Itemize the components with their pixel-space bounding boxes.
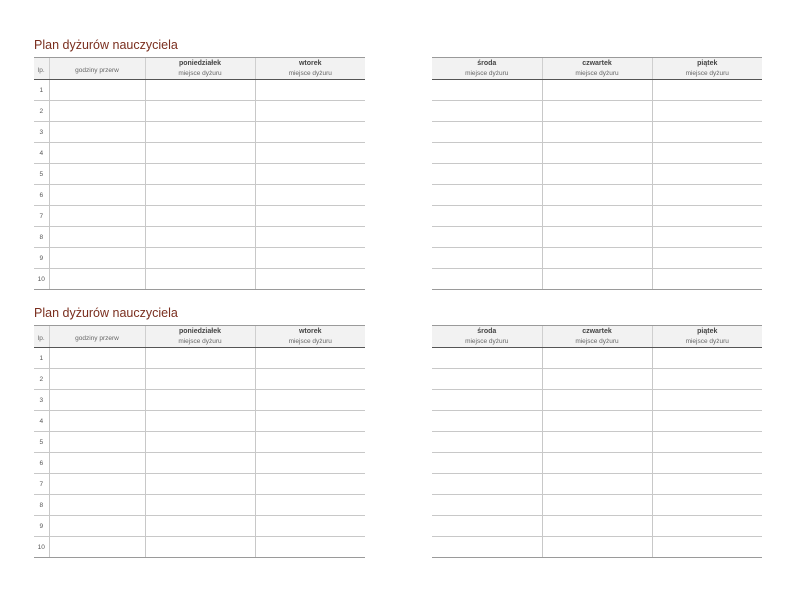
duty-cell-monday[interactable] [145,122,255,143]
duty-cell-wednesday[interactable] [432,227,542,248]
duty-cell-tuesday[interactable] [255,227,365,248]
duty-cell-thursday[interactable] [542,164,652,185]
row-number: 9 [34,516,49,537]
table-row [34,474,365,495]
hours-cell[interactable] [49,348,145,369]
header-row [432,58,762,80]
duty-cell-friday[interactable] [652,453,762,474]
duty-cell-friday[interactable] [652,348,762,369]
table-row [34,248,365,269]
hours-cell[interactable] [49,185,145,206]
hours-header: godziny przerw [49,58,145,80]
duty-cell-thursday[interactable] [542,348,652,369]
hours-cell[interactable] [49,432,145,453]
row-number: 3 [34,390,49,411]
hours-cell[interactable] [49,269,145,290]
duty-cell-thursday[interactable] [542,516,652,537]
duty-cell-wednesday[interactable] [432,101,542,122]
duty-cell-wednesday[interactable] [432,411,542,432]
header-row [34,58,365,80]
row-number: 4 [34,411,49,432]
duty-cell-tuesday[interactable] [255,390,365,411]
duty-cell-wednesday[interactable] [432,390,542,411]
duty-cell-wednesday[interactable] [432,143,542,164]
row-number: 3 [34,122,49,143]
duty-cell-thursday[interactable] [542,101,652,122]
duty-cell-thursday[interactable] [542,206,652,227]
hours-header: godziny przerw [49,326,145,348]
row-number: 6 [34,185,49,206]
duty-cell-tuesday[interactable] [255,206,365,227]
table-row [432,101,762,122]
table-row [432,495,762,516]
duty-cell-wednesday[interactable] [432,537,542,558]
page-title: Plan dyżurów nauczyciela [34,306,178,320]
row-number: 1 [34,80,49,101]
lp-header: lp. [34,326,49,348]
table-row [432,369,762,390]
duty-cell-friday[interactable] [652,369,762,390]
hours-cell[interactable] [49,206,145,227]
duty-cell-friday[interactable] [652,227,762,248]
day-header-thursday: czwartek miejsce dyżuru [542,58,652,80]
duty-cell-thursday[interactable] [542,227,652,248]
duty-cell-friday[interactable] [652,164,762,185]
duty-cell-wednesday[interactable] [432,432,542,453]
lp-header: lp. [34,58,49,80]
table-row [34,453,365,474]
duty-cell-thursday[interactable] [542,122,652,143]
row-number: 4 [34,143,49,164]
table-row [432,248,762,269]
table-row [432,432,762,453]
duty-cell-thursday[interactable] [542,248,652,269]
duty-cell-monday[interactable] [145,227,255,248]
duty-cell-tuesday[interactable] [255,369,365,390]
duty-cell-wednesday[interactable] [432,164,542,185]
duty-cell-thursday[interactable] [542,185,652,206]
table-row [432,227,762,248]
duty-cell-monday[interactable] [145,143,255,164]
duty-cell-monday[interactable] [145,432,255,453]
duty-cell-wednesday[interactable] [432,185,542,206]
duty-cell-friday[interactable] [652,474,762,495]
table-row [432,185,762,206]
duty-cell-tuesday[interactable] [255,453,365,474]
day-header-wednesday: środa miejsce dyżuru [432,58,542,80]
hours-cell[interactable] [49,369,145,390]
duty-cell-wednesday[interactable] [432,269,542,290]
table-row [34,369,365,390]
row-number: 8 [34,495,49,516]
duty-cell-tuesday[interactable] [255,495,365,516]
duty-cell-friday[interactable] [652,537,762,558]
hours-cell[interactable] [49,227,145,248]
row-number: 7 [34,206,49,227]
duty-cell-thursday[interactable] [542,495,652,516]
duty-cell-tuesday[interactable] [255,269,365,290]
table-row [432,206,762,227]
table-row [34,348,365,369]
duty-cell-tuesday[interactable] [255,474,365,495]
duty-cell-friday[interactable] [652,206,762,227]
table-row [34,516,365,537]
duty-cell-monday[interactable] [145,269,255,290]
hours-cell[interactable] [49,411,145,432]
table-row [432,122,762,143]
duty-cell-friday[interactable] [652,122,762,143]
day-header-monday: poniedziałek miejsce dyżuru [145,58,255,80]
duty-cell-friday[interactable] [652,248,762,269]
table-row [34,206,365,227]
table-row [432,390,762,411]
table-row [432,474,762,495]
left-duty-table [34,325,365,558]
duty-cell-monday[interactable] [145,164,255,185]
duty-cell-thursday[interactable] [542,269,652,290]
duty-cell-monday[interactable] [145,453,255,474]
table-row [432,269,762,290]
duty-cell-thursday[interactable] [542,143,652,164]
table-row [432,537,762,558]
duty-cell-wednesday[interactable] [432,206,542,227]
hours-cell[interactable] [49,143,145,164]
right-duty-table [432,57,762,290]
table-row [34,390,365,411]
hours-cell[interactable] [49,495,145,516]
duty-cell-tuesday[interactable] [255,80,365,101]
day-header-monday: poniedziałek miejsce dyżuru [145,326,255,348]
duty-cell-tuesday[interactable] [255,185,365,206]
left-duty-table [34,57,365,290]
table-row [34,432,365,453]
duty-cell-tuesday[interactable] [255,248,365,269]
table-row [432,453,762,474]
day-header-tuesday: wtorek miejsce dyżuru [255,326,365,348]
table-row [432,80,762,101]
duty-cell-monday[interactable] [145,101,255,122]
duty-cell-friday[interactable] [652,80,762,101]
duty-cell-thursday[interactable] [542,80,652,101]
duty-cell-thursday[interactable] [542,369,652,390]
table-row [34,122,365,143]
duty-cell-monday[interactable] [145,537,255,558]
duty-cell-tuesday[interactable] [255,432,365,453]
duty-cell-friday[interactable] [652,432,762,453]
table-row [34,537,365,558]
duty-cell-friday[interactable] [652,390,762,411]
duty-cell-wednesday[interactable] [432,516,542,537]
table-row [432,164,762,185]
duty-cell-tuesday[interactable] [255,516,365,537]
page-title: Plan dyżurów nauczyciela [34,38,178,52]
header-row [432,326,762,348]
hours-cell[interactable] [49,164,145,185]
duty-cell-wednesday[interactable] [432,453,542,474]
row-number: 10 [34,269,49,290]
duty-cell-friday[interactable] [652,411,762,432]
row-number: 6 [34,453,49,474]
table-row [34,164,365,185]
duty-cell-monday[interactable] [145,516,255,537]
hours-cell[interactable] [49,537,145,558]
day-header-friday: piątek miejsce dyżuru [652,58,762,80]
duty-cell-monday[interactable] [145,185,255,206]
duty-cell-thursday[interactable] [542,390,652,411]
duty-cell-tuesday[interactable] [255,143,365,164]
row-number: 10 [34,537,49,558]
table-row [432,348,762,369]
duty-cell-monday[interactable] [145,80,255,101]
table-row [34,269,365,290]
row-number: 2 [34,369,49,390]
table-row [34,495,365,516]
duty-cell-wednesday[interactable] [432,474,542,495]
table-row [34,80,365,101]
day-header-wednesday: środa miejsce dyżuru [432,326,542,348]
day-header-tuesday: wtorek miejsce dyżuru [255,58,365,80]
row-number: 9 [34,248,49,269]
row-number: 8 [34,227,49,248]
duty-cell-thursday[interactable] [542,432,652,453]
table-row [432,143,762,164]
duty-cell-tuesday[interactable] [255,411,365,432]
row-number: 5 [34,432,49,453]
row-number: 5 [34,164,49,185]
duty-cell-monday[interactable] [145,411,255,432]
hours-cell[interactable] [49,122,145,143]
duty-cell-friday[interactable] [652,143,762,164]
duty-cell-friday[interactable] [652,269,762,290]
duty-cell-wednesday[interactable] [432,348,542,369]
table-row [34,411,365,432]
table-row [34,227,365,248]
duty-cell-wednesday[interactable] [432,80,542,101]
day-header-thursday: czwartek miejsce dyżuru [542,326,652,348]
hours-cell[interactable] [49,80,145,101]
row-number: 7 [34,474,49,495]
hours-cell[interactable] [49,248,145,269]
duty-cell-monday[interactable] [145,206,255,227]
table-row [34,143,365,164]
row-number: 1 [34,348,49,369]
duty-cell-friday[interactable] [652,101,762,122]
table-row [34,101,365,122]
duty-cell-thursday[interactable] [542,453,652,474]
duty-cell-tuesday[interactable] [255,348,365,369]
duty-cell-monday[interactable] [145,495,255,516]
duty-cell-wednesday[interactable] [432,495,542,516]
duty-cell-tuesday[interactable] [255,537,365,558]
hours-cell[interactable] [49,101,145,122]
right-duty-table [432,325,762,558]
table-row [432,411,762,432]
table-row [34,185,365,206]
row-number: 2 [34,101,49,122]
duty-cell-friday[interactable] [652,185,762,206]
duty-cell-wednesday[interactable] [432,248,542,269]
hours-cell[interactable] [49,474,145,495]
duty-cell-tuesday[interactable] [255,164,365,185]
header-row [34,326,365,348]
duty-cell-monday[interactable] [145,369,255,390]
duty-cell-friday[interactable] [652,495,762,516]
duty-cell-thursday[interactable] [542,474,652,495]
hours-cell[interactable] [49,390,145,411]
hours-cell[interactable] [49,453,145,474]
duty-cell-monday[interactable] [145,248,255,269]
duty-cell-monday[interactable] [145,390,255,411]
duty-cell-thursday[interactable] [542,537,652,558]
hours-cell[interactable] [49,516,145,537]
duty-cell-thursday[interactable] [542,411,652,432]
duty-cell-tuesday[interactable] [255,101,365,122]
table-row [432,516,762,537]
duty-cell-friday[interactable] [652,516,762,537]
day-header-friday: piątek miejsce dyżuru [652,326,762,348]
duty-cell-tuesday[interactable] [255,122,365,143]
duty-cell-wednesday[interactable] [432,369,542,390]
duty-cell-wednesday[interactable] [432,122,542,143]
duty-cell-monday[interactable] [145,474,255,495]
duty-cell-monday[interactable] [145,348,255,369]
